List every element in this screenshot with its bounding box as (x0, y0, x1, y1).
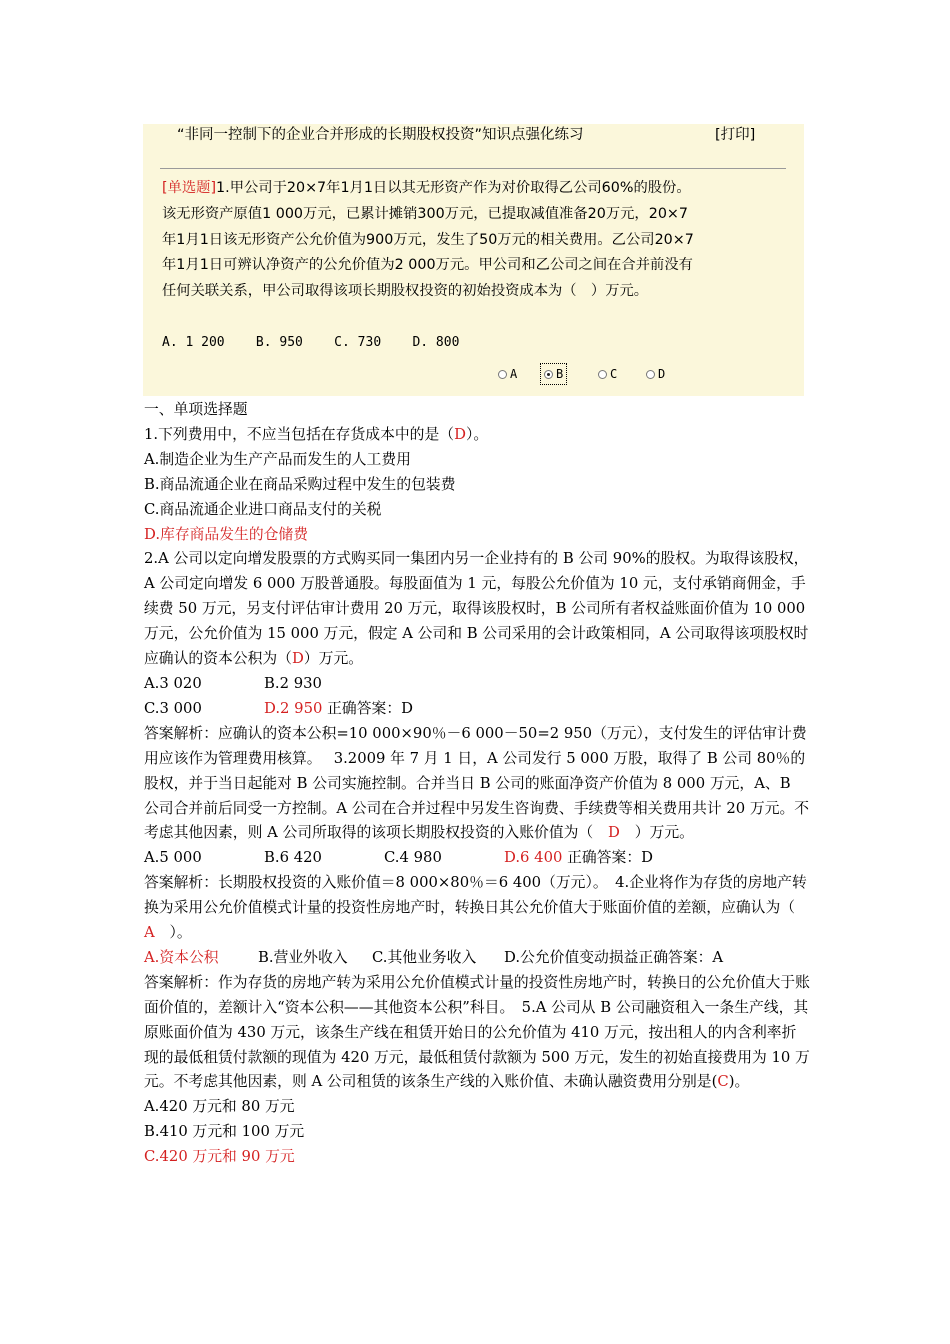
q5-option-c: C.420 万元和 90 万元 (144, 1148, 295, 1166)
q2-stem (144, 547, 810, 672)
q1-stem-text: 1.下列费用中，不应当包括在存货成本中的是（ (144, 425, 455, 443)
question-type-tag: [单选题] (162, 180, 217, 196)
q3-option-c: C.4 980 (384, 849, 442, 867)
q4-options-row (144, 946, 810, 971)
q2-options-row-1 (144, 672, 810, 697)
exercise-panel (143, 124, 804, 396)
q2-analysis: 答案解析：应确认的资本公积=10 000×90％－6 000－50=2 950（万元），支付发生的评估审计费用应该作为管理费用核算。 (144, 724, 807, 767)
q3-options-row (144, 846, 810, 871)
q1-answer: D (454, 425, 466, 443)
q2-option-b: B.2 930 (264, 674, 322, 692)
q3-stem-end: ）万元。 (634, 824, 694, 842)
q1-option-b: B.商品流通企业在商品采购过程中发生的包装费 (144, 475, 456, 493)
q4-analysis-and-q5 (144, 971, 810, 1096)
q1-option-d: D.库存商品发生的仓储费 (144, 525, 309, 543)
q1-stem (144, 423, 810, 448)
q2-correct-answer: 正确答案：D (327, 699, 413, 717)
q5-option-b: B.410 万元和 100 万元 (144, 1123, 305, 1141)
q4-option-c: C.其他业务收入 (372, 948, 477, 966)
q5-stem-end: )。 (728, 1073, 750, 1091)
panel-title: “非同一控制下的企业合并形成的长期股权投资”知识点强化练习 (177, 127, 584, 143)
q2-options-row-2 (144, 697, 810, 722)
q4-correct-answer: 正确答案：A (638, 948, 724, 966)
q1-stem-end: ）。 (465, 425, 489, 443)
q2-stem-text: 2.A 公司以定向增发股票的方式购买同一集团内另一企业持有的 B 公司 90%的股权。为取得该股权，A 公司定向增发 6 000 万股普通股。每股面值为 1 元，每股公允价值为 10 元，支付承销商佣金，手续费 50 万元，另支付评估审计费用 20 万元，取得该股权时，B 公司所有者权益账面价值为 10 000 万元，公允价值为 15 000 万元，假定 A 公司和 B 公司采用的会计政策相同，A 公司取得该项股权时应确认的资本公积为（ (144, 550, 809, 668)
q3-stem-text: 3.2009 年 7 月 1 日，A 公司发行 5 000 万股，取得了 B 公司 80％的股权，并于当日起能对 B 公司实施控制。合并当日 B 公司的账面净资产价值为 8 000 万元，A、B 公司合并前后同受一方控制。A 公司在合并过程中另发生咨询费、手续费等相关费用共计 20 万元。不考虑其他因素，则 A 公司所取得的该项长期股权投资的入账价值为（ (144, 749, 810, 842)
q2-answer: D (291, 650, 304, 668)
document-body (144, 398, 810, 1170)
q5-answer: C (717, 1073, 729, 1091)
radio-button-a[interactable] (498, 370, 507, 379)
q4-answer: A (144, 924, 155, 942)
q3-analysis: 答案解析：长期股权投资的入账价值＝8 000×80％＝6 400（万元）。 (144, 874, 601, 892)
radio-button-b[interactable] (544, 370, 553, 379)
q4-option-b: B.营业外收入 (258, 948, 348, 966)
q2-option-a: A.3 020 (144, 674, 202, 692)
radio-label-c: C (610, 367, 618, 381)
q3-correct-answer: 正确答案：D (567, 849, 653, 867)
radio-option-a[interactable] (498, 367, 517, 381)
q1-option-c: C.商品流通企业进口商品支付的关税 (144, 500, 382, 518)
radio-option-d[interactable] (646, 367, 665, 381)
print-link[interactable]: [打印] (715, 127, 756, 143)
radio-option-c[interactable] (598, 367, 617, 381)
radio-button-d[interactable] (646, 370, 655, 379)
q4-option-d: D.公允价值变动损益 (504, 948, 639, 966)
question-text (162, 176, 697, 305)
q1-option-a: A.制造企业为生产产品而发生的人工费用 (144, 450, 411, 468)
q4-option-a: A.资本公积 (144, 948, 219, 966)
q4-analysis: 答案解析：作为存货的房地产转为采用公允价值模式计量的投资性房地产时，转换日的公允价值大于账面价值的，差额计入“资本公积——其他资本公积”科目。 (144, 973, 810, 1016)
q3-answer: D (608, 824, 620, 842)
q5-stem-text: 5.A 公司从 B 公司融资租入一条生产线，其原账面价值为 430 万元，该条生产线在租赁开始日的公允价值为 410 万元，按出租人的内含利率折现的最低租赁付款额的现值为 420 万元，最低租赁付款额为 500 万元，发生的初始直接费用为 10 万元。不考虑其他因素，则 A 公司租赁的该条生产线的入账价值、未确认融资费用分别是( (144, 998, 810, 1091)
q4-stem-text: 4.企业将作为存货的房地产转换为采用公允价值模式计量的投资性房地产时，转换日其公允价值大于账面价值的差额，应确认为（ (144, 874, 807, 917)
radio-label-d: D (658, 367, 666, 381)
q3-analysis-and-q4 (144, 871, 810, 946)
q2-option-c: C.3 000 (144, 699, 202, 717)
radio-label-a: A (510, 367, 518, 381)
radio-label-b: B (556, 367, 564, 381)
question-body: 1.甲公司于20×7年1月1日以其无形资产作为对价取得乙公司60%的股份。该无形资产原值1 000万元，已累计摊销300万元，已提取减值准备20万元，20×7年1月1日该无形资产公允价值为900万元，发生了50万元的相关费用。乙公司20×7年1月1日可辨认净资产的公允价值为2 000万元。甲公司和乙公司之间在合并前没有任何关联关系，甲公司取得该项长期股权投资的初始投资成本为（ ）万元。 (162, 180, 694, 300)
radio-button-c[interactable] (598, 370, 607, 379)
question-options: A. 1 200 B. 950 C. 730 D. 800 (162, 335, 460, 350)
q3-option-d: D.6 400 (504, 849, 563, 867)
panel-divider (160, 168, 786, 169)
q4-stem-end: ）。 (169, 924, 192, 942)
q5-option-a: A.420 万元和 80 万元 (144, 1098, 295, 1116)
q3-option-a: A.5 000 (144, 849, 202, 867)
q2-stem-end: ）万元。 (303, 650, 364, 668)
q2-option-d: D.2 950 (264, 699, 323, 717)
section-heading: 一、单项选择题 (144, 401, 248, 418)
radio-option-b[interactable] (544, 367, 563, 381)
q3-option-b: B.6 420 (264, 849, 322, 867)
q2-analysis-and-q3 (144, 722, 810, 847)
